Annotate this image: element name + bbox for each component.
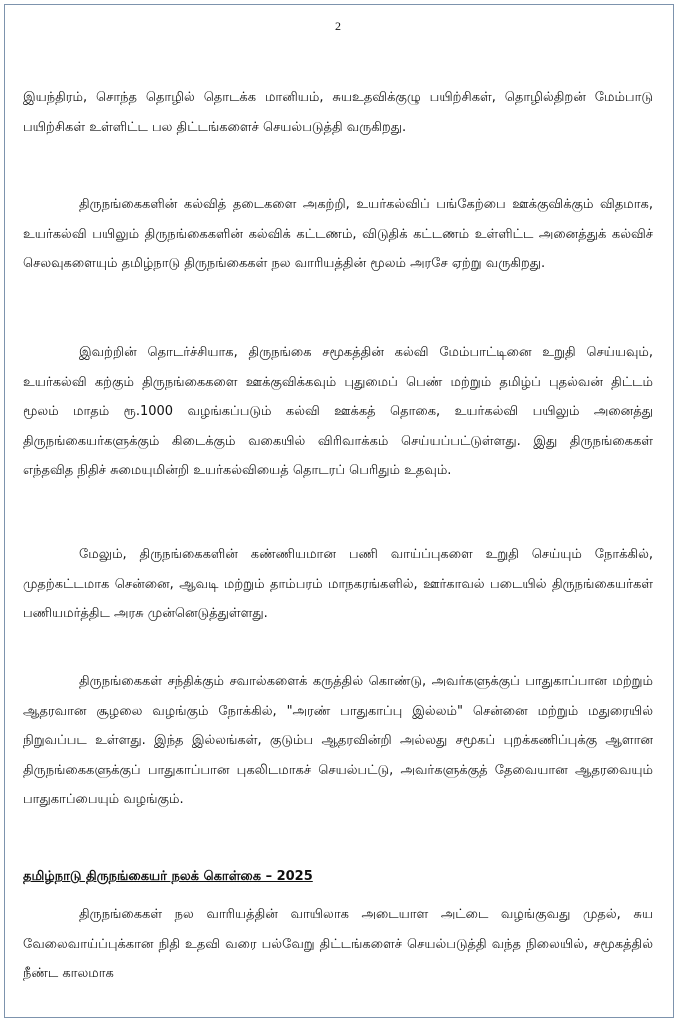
section-heading: தமிழ்நாடு திருநங்கையர் நலக் கொள்கை – 2025 bbox=[23, 869, 313, 884]
paragraph-5: திருநங்கைகள் சந்திக்கும் சவால்களைக் கருத்தில் கொண்டு, அவர்களுக்குப் பாதுகாப்பான மற்றும் ஆதரவான சூழலை வழங்கும் நோக்கில், "அரண் பாதுகாப்பு இல்லம்" சென்னை மற்றும் மதுரையில் நிறுவப்பட உள்ளது. இந்த இல்லங்கள், குடும்ப ஆதரவின்றி அல்லது சமூகப் புறக்கணிப்புக்கு ஆளான திருநங்கைகளுக்குப் பாதுகாப்பான புகலிடமாகச் செயல்பட்டு, அவர்களுக்குத் தேவையான ஆதரவையும் பாதுகாப்பையும் வழங்கும். bbox=[23, 674, 653, 807]
paragraph-4: மேலும், திருநங்கைகளின் கண்ணியமான பணி வாய்ப்புகளை உறுதி செய்யும் நோக்கில், முதற்கட்டமாக சென்னை, ஆவடி மற்றும் தாம்பரம் மாநகரங்களில், ஊர்காவல் படையில் திருநங்கையர்கள் பணியமர்த்திட அரசு முன்னெடுத்துள்ளது. bbox=[23, 547, 653, 621]
document-page bbox=[23, 0, 653, 1024]
paragraph-3: இவற்றின் தொடர்ச்சியாக, திருநங்கை சமூகத்தின் கல்வி மேம்பாட்டினை உறுதி செய்யவும், உயர்கல்வி கற்கும் திருநங்கைகளை ஊக்குவிக்கவும் புதுமைப் பெண் மற்றும் தமிழ்ப் புதல்வன் திட்டம் மூலம் மாதம் ரூ.1000 வழங்கப்படும் கல்வி ஊக்கத் தொகை, உயர்கல்வி பயிலும் அனைத்து திருநங்கையர்களுக்கும் கிடைக்கும் வகையில் விரிவாக்கம் செய்யப்பட்டுள்ளது. இது திருநங்கைகள் எந்தவித நிதிச் சுமையுமின்றி உயர்கல்வியைத் தொடரப் பெரிதும் உதவும். bbox=[23, 345, 653, 478]
section-paragraph: திருநங்கைகள் நல வாரியத்தின் வாயிலாக அடையாள அட்டை வழங்குவது முதல், சுய வேலைவாய்ப்புக்கான நிதி உதவி வரை பல்வேறு திட்டங்களைச் செயல்படுத்தி வந்த நிலையில், சமூகத்தில் நீண்ட காலமாக bbox=[23, 907, 653, 981]
paragraph-2: திருநங்கைகளின் கல்வித் தடைகளை அகற்றி, உயர்கல்விப் பங்கேற்பை ஊக்குவிக்கும் விதமாக, உயர்கல்வி பயிலும் திருநங்கைகளின் கல்விக் கட்டணம், விடுதிக் கட்டணம் உள்ளிட்ட அனைத்துக் கல்விச் செலவுகளையும் தமிழ்நாடு திருநங்கைகள் நல வாரியத்தின் மூலம் அரசே ஏற்று வருகிறது. bbox=[23, 197, 653, 271]
paragraph-1: இயந்திரம், சொந்த தொழில் தொடக்க மானியம், சுயஉதவிக்குழு பயிற்சிகள், தொழில்திறன் மேம்பாடு பயிற்சிகள் உள்ளிட்ட பல திட்டங்களைச் செயல்படுத்தி வருகிறது. bbox=[23, 90, 653, 135]
page-number: 2 bbox=[335, 19, 341, 33]
